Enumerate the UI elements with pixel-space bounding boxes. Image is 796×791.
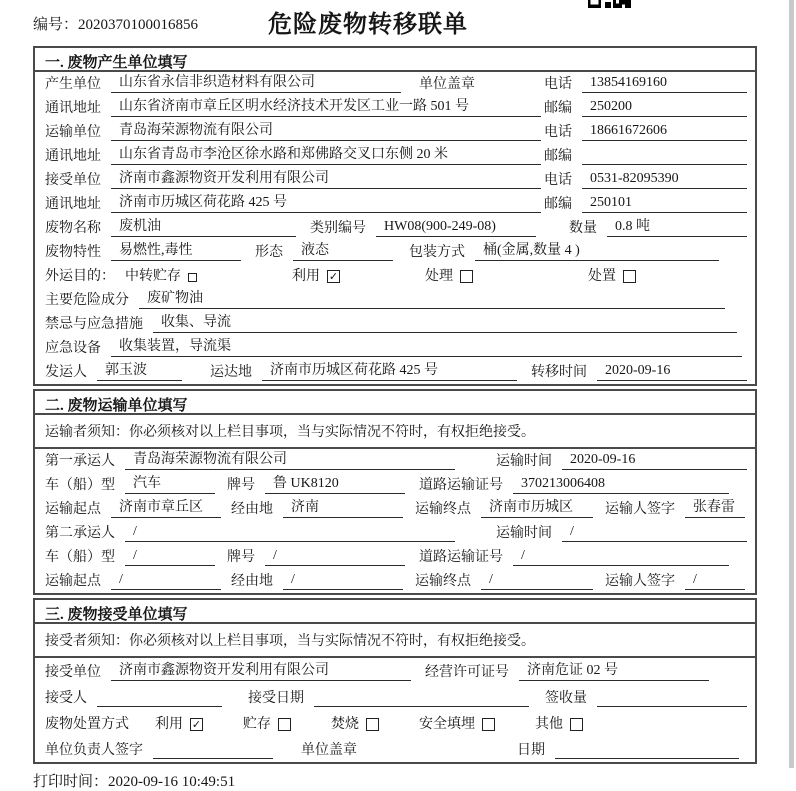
disposal-option-use (155, 713, 203, 733)
purpose1-checkbox (188, 273, 197, 282)
sign1-label: 运输人签字 (605, 502, 675, 517)
row-disposal (35, 710, 755, 736)
disposal2-label: 贮存 (243, 717, 271, 732)
print-time-label: 打印时间： (33, 774, 109, 790)
receive-date-label: 接受日期 (248, 691, 304, 706)
vehicle2-field: / (125, 547, 215, 566)
purpose2-checkmark: ✓ (328, 270, 339, 283)
addr2-field: 山东省青岛市李沧区徐水路和郑佛路交叉口东侧 20 米 (111, 146, 541, 165)
row-vehicle2 (35, 545, 755, 569)
carrier2-field: / (125, 523, 455, 542)
unit-seal-label: 单位盖章 (419, 77, 475, 92)
via2-label: 经由地 (231, 574, 273, 589)
dest-label: 运达地 (210, 365, 252, 380)
section1-header: 一. 废物产生单位填写 (35, 48, 755, 72)
section3-header: 三. 废物接受单位填写 (35, 600, 755, 624)
disposal1-checkbox (190, 718, 203, 731)
row-route2 (35, 569, 755, 593)
phone3-label: 电话 (544, 173, 572, 188)
addr1-field: 山东省济南市章丘区明水经济技术开发区工业一路 501 号 (111, 98, 541, 117)
disposal4-checkbox (482, 718, 495, 731)
receive-unit-label: 接受单位 (45, 173, 101, 188)
row-waste-character (35, 240, 755, 264)
row-transport-unit (35, 120, 755, 144)
row-hazard (35, 288, 755, 312)
equip-label: 应急设备 (45, 341, 101, 356)
disposal-option-other (535, 713, 583, 733)
end2-label: 运输终点 (415, 574, 471, 589)
purpose2-checkbox (327, 270, 340, 283)
license1-field: 370213006408 (513, 475, 729, 494)
transport-unit-field: 青岛海荣源物流有限公司 (111, 122, 541, 141)
plate1-field: 鲁 UK8120 (265, 475, 405, 494)
sign2-field: / (685, 571, 745, 590)
character-label: 废物特性 (45, 245, 101, 260)
section-transporter (33, 389, 757, 595)
vehicle2-label: 车（船）型 (45, 550, 115, 565)
license1-label: 道路运输证号 (419, 478, 503, 493)
date-field (555, 740, 739, 759)
addr3-label: 通讯地址 (45, 197, 101, 212)
produce-unit-field: 山东省永信非织造材料有限公司 (111, 74, 401, 93)
row-equipment (35, 336, 755, 360)
origin1-field: 济南市章丘区 (111, 499, 221, 518)
row-receiver-person (35, 684, 755, 710)
end2-field: / (481, 571, 593, 590)
end1-field: 济南市历城区 (481, 499, 593, 518)
row-produce-unit (35, 72, 755, 96)
receiver-unit-field: 济南市鑫源物资开发利用有限公司 (111, 662, 411, 681)
row-leader-sign (35, 736, 755, 762)
zip1-label: 邮编 (544, 101, 572, 116)
permit-label: 经营许可证号 (425, 665, 509, 680)
vehicle1-field: 汽车 (125, 475, 215, 494)
category-field: HW08(900-249-08) (376, 218, 536, 237)
page-title: 危险废物转移联单 (268, 12, 468, 38)
row-route1 (35, 497, 755, 521)
form-field: 液态 (293, 242, 393, 261)
sign2-label: 运输人签字 (605, 574, 675, 589)
form-label: 形态 (255, 245, 283, 260)
plate2-field: / (265, 547, 405, 566)
receiver-unit-label: 接受单位 (45, 665, 101, 680)
via1-label: 经由地 (231, 502, 273, 517)
packing-label: 包装方式 (409, 245, 465, 260)
qr-code-fragment (588, 0, 636, 9)
disposal-option-incinerate (331, 713, 379, 733)
print-time-value: 2020-09-16 10:49:51 (108, 774, 236, 790)
disposal-option-landfill (419, 713, 495, 733)
phone1-field: 13854169160 (582, 74, 747, 93)
purpose-option-transfer (125, 265, 197, 285)
character-field: 易燃性,毒性 (111, 242, 241, 261)
row-produce-address (35, 96, 755, 120)
sign-qty-label: 签收量 (545, 691, 587, 706)
disposal1-checkmark: ✓ (191, 718, 202, 731)
shipper-label: 发运人 (45, 365, 87, 380)
qty-field: 0.8 吨 (607, 218, 747, 237)
addr2-label: 通讯地址 (45, 149, 101, 164)
row-vehicle1 (35, 473, 755, 497)
transport-unit-label: 运输单位 (45, 125, 101, 140)
time2-field: / (562, 523, 747, 542)
dest-field: 济南市历城区荷花路 425 号 (262, 362, 517, 381)
receive-date-field (314, 688, 529, 707)
via1-field: 济南 (283, 499, 403, 518)
purpose2-label: 利用 (292, 269, 320, 284)
qty-label: 数量 (569, 221, 597, 236)
disposal5-label: 其他 (535, 717, 563, 732)
receiver-notice: 接受者须知：你必须核对以上栏目事项，当与实际情况不符时，有权拒绝接受。 (35, 624, 755, 658)
addr1-label: 通讯地址 (45, 101, 101, 116)
permit-field: 济南危证 02 号 (519, 662, 709, 681)
purpose4-checkbox (623, 270, 636, 283)
disposal3-label: 焚烧 (331, 717, 359, 732)
print-time (33, 770, 796, 791)
plate1-label: 牌号 (227, 478, 255, 493)
zip3-label: 邮编 (544, 197, 572, 212)
serial-label: 编号： (33, 17, 79, 33)
phone1-label: 电话 (544, 77, 572, 92)
transfer-time-label: 转移时间 (531, 365, 587, 380)
receiver-seal-label: 单位盖章 (301, 743, 357, 758)
section2-header: 二. 废物运输单位填写 (35, 391, 755, 415)
time1-field: 2020-09-16 (562, 451, 747, 470)
leader-sign-label: 单位负责人签字 (45, 743, 143, 758)
carrier1-label: 第一承运人 (45, 454, 115, 469)
waste-name-label: 废物名称 (45, 221, 101, 236)
license2-field: / (513, 547, 729, 566)
row-purpose (35, 264, 755, 288)
via2-field: / (283, 571, 403, 590)
hazard-label: 主要危险成分 (45, 293, 129, 308)
produce-unit-label: 产生单位 (45, 77, 101, 92)
row-shipper (35, 360, 755, 384)
receive-unit-field: 济南市鑫源物资开发利用有限公司 (111, 170, 541, 189)
sign1-field: 张春雷 (685, 499, 745, 518)
transporter-notice: 运输者须知：你必须核对以上栏目事项，当与实际情况不符时，有权拒绝接受。 (35, 415, 755, 449)
time2-label: 运输时间 (496, 526, 552, 541)
row-transport-address (35, 144, 755, 168)
carrier1-field: 青岛海荣源物流有限公司 (125, 451, 455, 470)
row-waste-name (35, 216, 755, 240)
origin2-field: / (111, 571, 221, 590)
section-producer (33, 46, 757, 386)
category-label: 类别编号 (310, 221, 366, 236)
scrollbar[interactable] (789, 0, 794, 768)
hazard-field: 废矿物油 (139, 290, 725, 309)
purpose-label: 外运目的： (45, 269, 115, 284)
disposal-option-store (243, 713, 291, 733)
purpose-option-use (292, 265, 340, 285)
section-receiver (33, 598, 757, 764)
vehicle1-label: 车（船）型 (45, 478, 115, 493)
addr3-field: 济南市历城区荷花路 425 号 (111, 194, 541, 213)
phone2-label: 电话 (544, 125, 572, 140)
origin1-label: 运输起点 (45, 502, 101, 517)
leader-sign-field (153, 740, 273, 759)
plate2-label: 牌号 (227, 550, 255, 565)
disposal2-checkbox (278, 718, 291, 731)
row-receiver-unit (35, 658, 755, 684)
disposal-label: 废物处置方式 (45, 717, 129, 732)
disposal5-checkbox (570, 718, 583, 731)
purpose-option-dispose (588, 265, 636, 285)
origin2-label: 运输起点 (45, 574, 101, 589)
time1-label: 运输时间 (496, 454, 552, 469)
zip2-field (582, 146, 747, 165)
sign-qty-field (597, 688, 747, 707)
waste-name-field: 废机油 (111, 218, 296, 237)
row-carrier1 (35, 449, 755, 473)
purpose3-label: 处理 (425, 269, 453, 284)
phone3-field: 0531-82095390 (582, 170, 747, 189)
equip-field: 收集装置，导流渠 (111, 338, 742, 357)
receiver-field (97, 688, 222, 707)
date-label: 日期 (517, 743, 545, 758)
serial-value: 2020370100016856 (78, 17, 199, 33)
document-header (0, 0, 796, 46)
taboo-label: 禁忌与应急措施 (45, 317, 143, 332)
zip3-field: 250101 (582, 194, 747, 213)
receiver-label: 接受人 (45, 691, 87, 706)
row-taboo (35, 312, 755, 336)
disposal4-label: 安全填埋 (419, 717, 475, 732)
phone2-field: 18661672606 (582, 122, 747, 141)
disposal1-label: 利用 (155, 717, 183, 732)
purpose-option-treat (425, 265, 473, 285)
transfer-time-field: 2020-09-16 (597, 362, 747, 381)
row-carrier2 (35, 521, 755, 545)
end1-label: 运输终点 (415, 502, 471, 517)
disposal3-checkbox (366, 718, 379, 731)
zip2-label: 邮编 (544, 149, 572, 164)
purpose3-checkbox (460, 270, 473, 283)
shipper-field: 郭玉波 (97, 362, 182, 381)
zip1-field: 250200 (582, 98, 747, 117)
taboo-field: 收集、导流 (153, 314, 737, 333)
row-receive-unit (35, 168, 755, 192)
purpose1-label: 中转贮存 (125, 269, 181, 284)
row-receive-address (35, 192, 755, 216)
packing-field: 桶(金属,数量 4 ) (475, 242, 719, 261)
carrier2-label: 第二承运人 (45, 526, 115, 541)
purpose4-label: 处置 (588, 269, 616, 284)
license2-label: 道路运输证号 (419, 550, 503, 565)
